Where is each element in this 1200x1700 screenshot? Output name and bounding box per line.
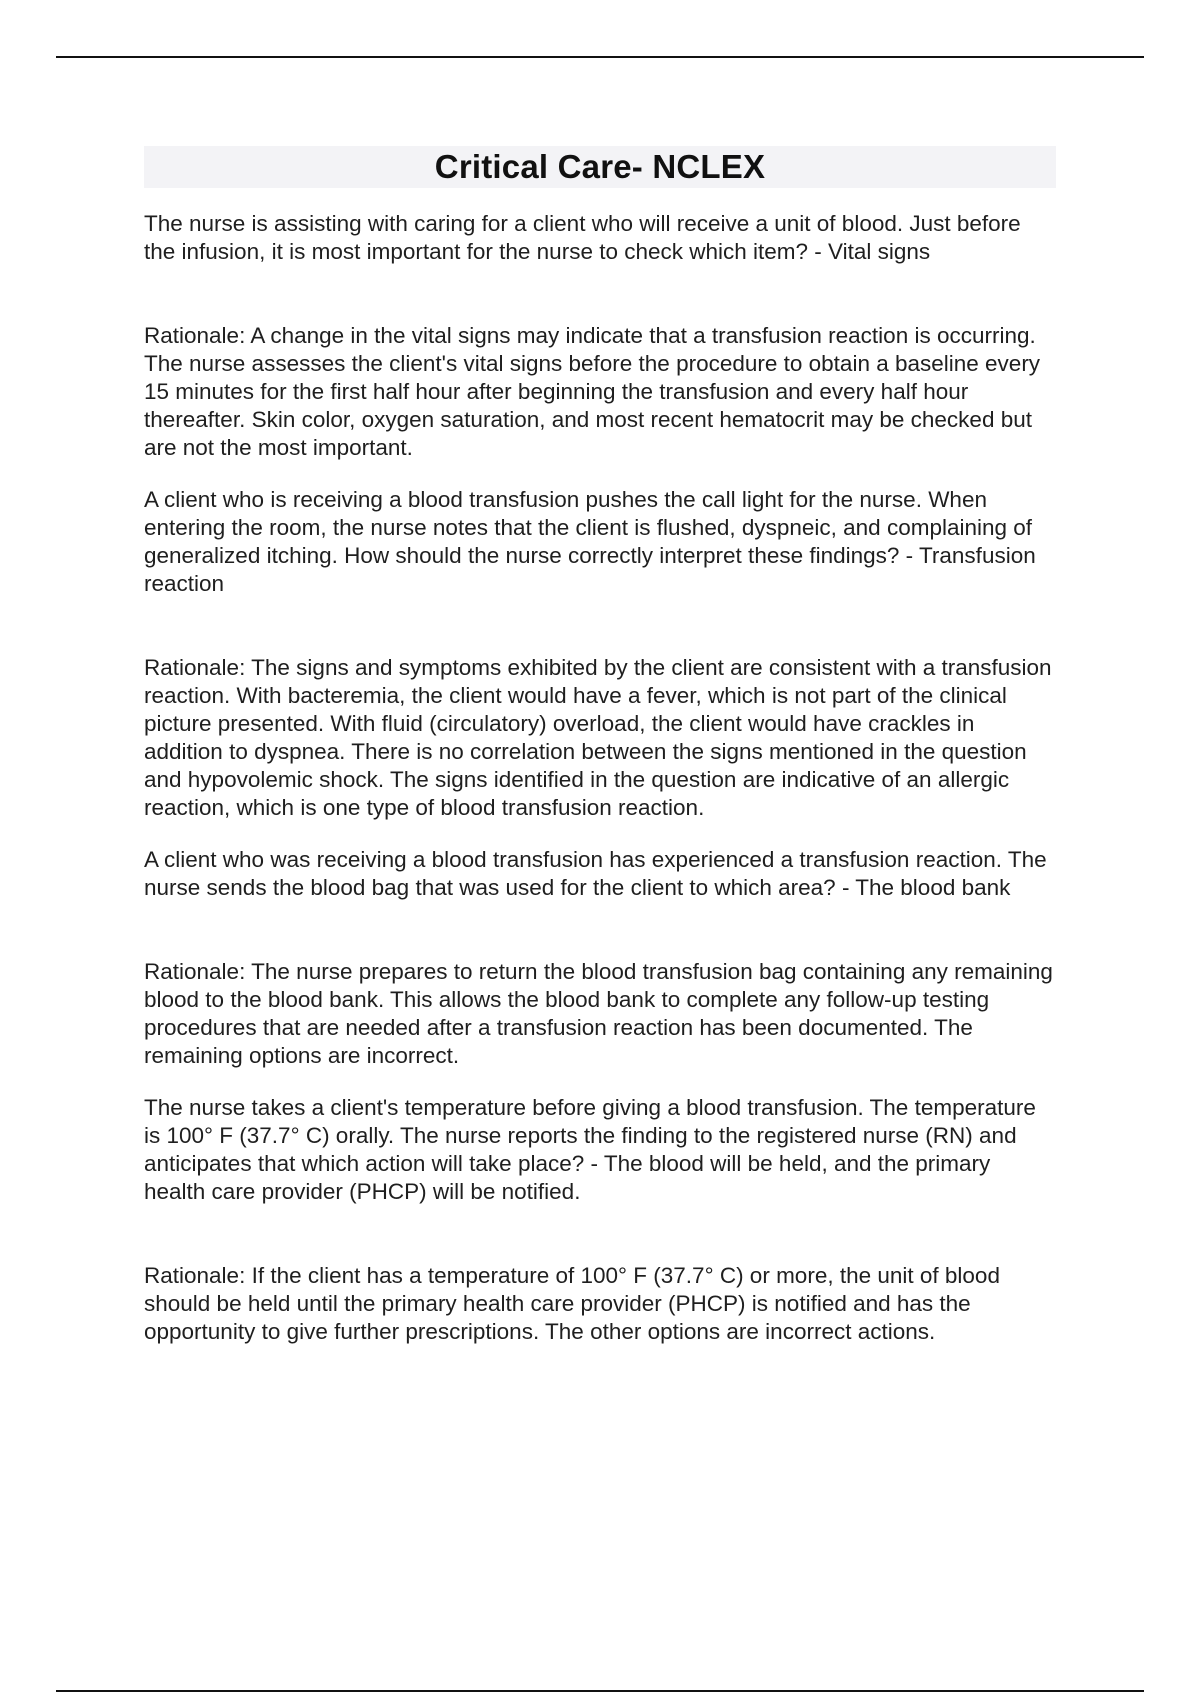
- rationale-text: Rationale: A change in the vital signs may indicate that a transfusion reaction is occurring. The nurse assesses the client's vital signs before the procedure to obtain a baseline every 15 minutes for the first half hour after beginning the transfusion and every half hour thereafter. Skin color, oxygen saturation, and most recent hematocrit may be checked but are not the most important.: [144, 323, 1041, 460]
- question-text: The nurse takes a client's temperature before giving a blood transfusion. The temperature is 100° F (37.7° C) orally. The nurse reports the finding to the registered nurse (RN) and anticipates that which action will take place? - The blood will be held, and the primary health care provider (PHCP) will be notified.: [144, 1095, 1036, 1204]
- qa-item: [144, 846, 1056, 1070]
- rationale-text: Rationale: The nurse prepares to return the blood transfusion bag containing any remaining blood to the blood bank. This allows the blood bank to complete any follow-up testing procedures that are needed after a transfusion reaction has been documented. The remaining options are incorrect.: [144, 959, 1053, 1068]
- qa-item: [144, 210, 1056, 462]
- question-text: A client who was receiving a blood transfusion has experienced a transfusion reaction. The nurse sends the blood bag that was used for the client to which area? - The blood bank: [144, 847, 1047, 900]
- qa-list: [144, 210, 1056, 1346]
- title-banner: [144, 146, 1056, 188]
- document-body: [144, 146, 1056, 1370]
- footer-rule: [56, 1690, 1144, 1692]
- question-text: A client who is receiving a blood transfusion pushes the call light for the nurse. When entering the room, the nurse notes that the client is flushed, dyspneic, and complaining of generalized itching. How should the nurse correctly interpret these findings? - Transfusion reaction: [144, 487, 1036, 596]
- qa-item: [144, 486, 1056, 822]
- question-text: The nurse is assisting with caring for a client who will receive a unit of blood. Just before the infusion, it is most important for the nurse to check which item? - Vital signs: [144, 211, 1021, 264]
- qa-item: [144, 1094, 1056, 1346]
- document-title: Critical Care- NCLEX: [434, 148, 766, 185]
- rationale-text: Rationale: If the client has a temperature of 100° F (37.7° C) or more, the unit of blood should be held until the primary health care provider (PHCP) is notified and has the opportunity to give further prescriptions. The other options are incorrect actions.: [144, 1263, 1000, 1344]
- rationale-text: Rationale: The signs and symptoms exhibited by the client are consistent with a transfusion reaction. With bacteremia, the client would have a fever, which is not part of the clinical picture presented. With fluid (circulatory) overload, the client would have crackles in addition to dyspnea. There is no correlation between the signs mentioned in the question and hypovolemic shock. The signs identified in the question are indicative of an allergic reaction, which is one type of blood transfusion reaction.: [144, 655, 1052, 820]
- header-rule: [56, 56, 1144, 58]
